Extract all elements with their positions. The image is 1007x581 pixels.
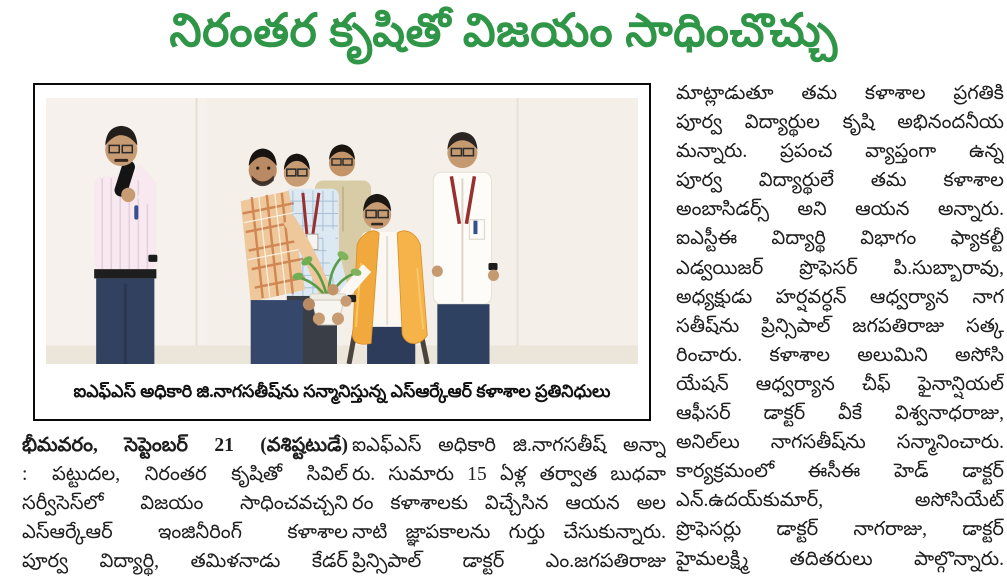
- text-line: యేషన్ ఆధ్వర్యాన చీఫ్ ఫైనాన్షియల్: [676, 373, 1004, 395]
- text-line: పూర్వ విద్యార్థి, తమిళనాడు కేడర్: [22, 551, 348, 573]
- text-line: రించారు. కళాశాల అలుమిని అసోసి: [676, 344, 1004, 366]
- text-line: పూర్వ విద్యార్థుల కృషి అభినందనీయ: [676, 112, 1004, 134]
- column-left-body: [22, 460, 348, 576]
- text-line: ఎస్ఆర్కేఆర్ ఇంజినీరింగ్ కళాశాల: [22, 522, 348, 544]
- headline: నిరంతర కృషితో విజయం సాధించొచ్చు: [169, 5, 838, 56]
- photo-caption: ఐఎఫ్ఎస్ అధికారి జి.నాగసతీష్‌ను సన్మానిస్తున్న ఎస్ఆర్కేఆర్ కళాశాల ప్రతినిధులు: [73, 381, 611, 401]
- text-line: సర్వీసెస్‌లో విజయం సాధించవచ్చని: [22, 493, 348, 515]
- text-line: సతీష్‌ను ప్రిన్సిపాల్ జగపతిరాజు సత్క: [676, 315, 1004, 337]
- photo-illustration: [46, 98, 638, 364]
- text-line: ఎడ్వయిజర్ ప్రొఫెసర్ పి.సుబ్బారావు,: [676, 257, 1004, 279]
- dateline: భీమవరం, సెప్టెంబర్ 21 (వశిష్టటుడే): [22, 435, 348, 456]
- text-line: : పట్టుదల, నిరంతర కృషితో సివిల్: [22, 464, 348, 486]
- text-line: అంబాసిడర్స్ అని ఆయన అన్నారు.: [676, 199, 1004, 221]
- text-line: ఐఎఫ్ఎస్ అధికారి జి.నాగసతీష్ అన్నా: [352, 435, 666, 456]
- text-line: హైమలక్ష్మి తదితరులు పాల్గొన్నారు.: [676, 548, 1004, 570]
- news-photo: [46, 98, 638, 364]
- text-line: మన్నారు. ప్రపంచ వ్యాప్తంగా ఉన్న: [676, 141, 1004, 163]
- text-line: అనిల్‌లు నాగసతీష్‌ను సన్మానించారు.: [676, 432, 1004, 454]
- text-line: ఎన్.ఉదయ్‌కుమార్, అసోసియేట్: [676, 490, 1004, 512]
- column-left: [22, 431, 348, 576]
- text-line: ఐఎస్టీఈ విద్యార్థి విభాగం ఫ్యాకల్టీ: [676, 228, 1004, 250]
- text-line: ఆఫీసర్ డాక్టర్ వీకే విశ్వనాధరాజు,: [676, 403, 1004, 425]
- text-line: పూర్వ విద్యార్థులే తమ కళాశాల: [676, 170, 1004, 192]
- news-photo-frame: [33, 83, 651, 421]
- column-middle: [352, 431, 666, 576]
- text-line: కార్యక్రమంలో ఈసీఈ హెడ్ డాక్టర్: [676, 461, 1004, 483]
- text-line: అధ్యక్షుడు హర్షవర్ధన్ ఆధ్వర్యాన నాగ: [676, 286, 1004, 308]
- text-line: ప్రొఫెసర్లు డాక్టర్ నాగరాజు, డాక్టర్: [676, 519, 1004, 541]
- column-right: [676, 79, 1004, 574]
- text-line: నాటి జ్ఞాపకాలను గుర్తు చేసుకున్నారు.: [352, 522, 666, 544]
- text-line: రు. సుమారు 15 ఏళ్ల తర్వాత బుధవా: [352, 464, 666, 486]
- text-line: రం కళాశాలకు విచ్చేసిన ఆయన అల: [352, 493, 666, 515]
- text-line: ప్రిన్సిపాల్ డాక్టర్ ఎం.జగపతిరాజు: [352, 551, 666, 573]
- text-line: మాట్లాడుతూ తమ కళాశాల ప్రగతికి: [676, 83, 1004, 104]
